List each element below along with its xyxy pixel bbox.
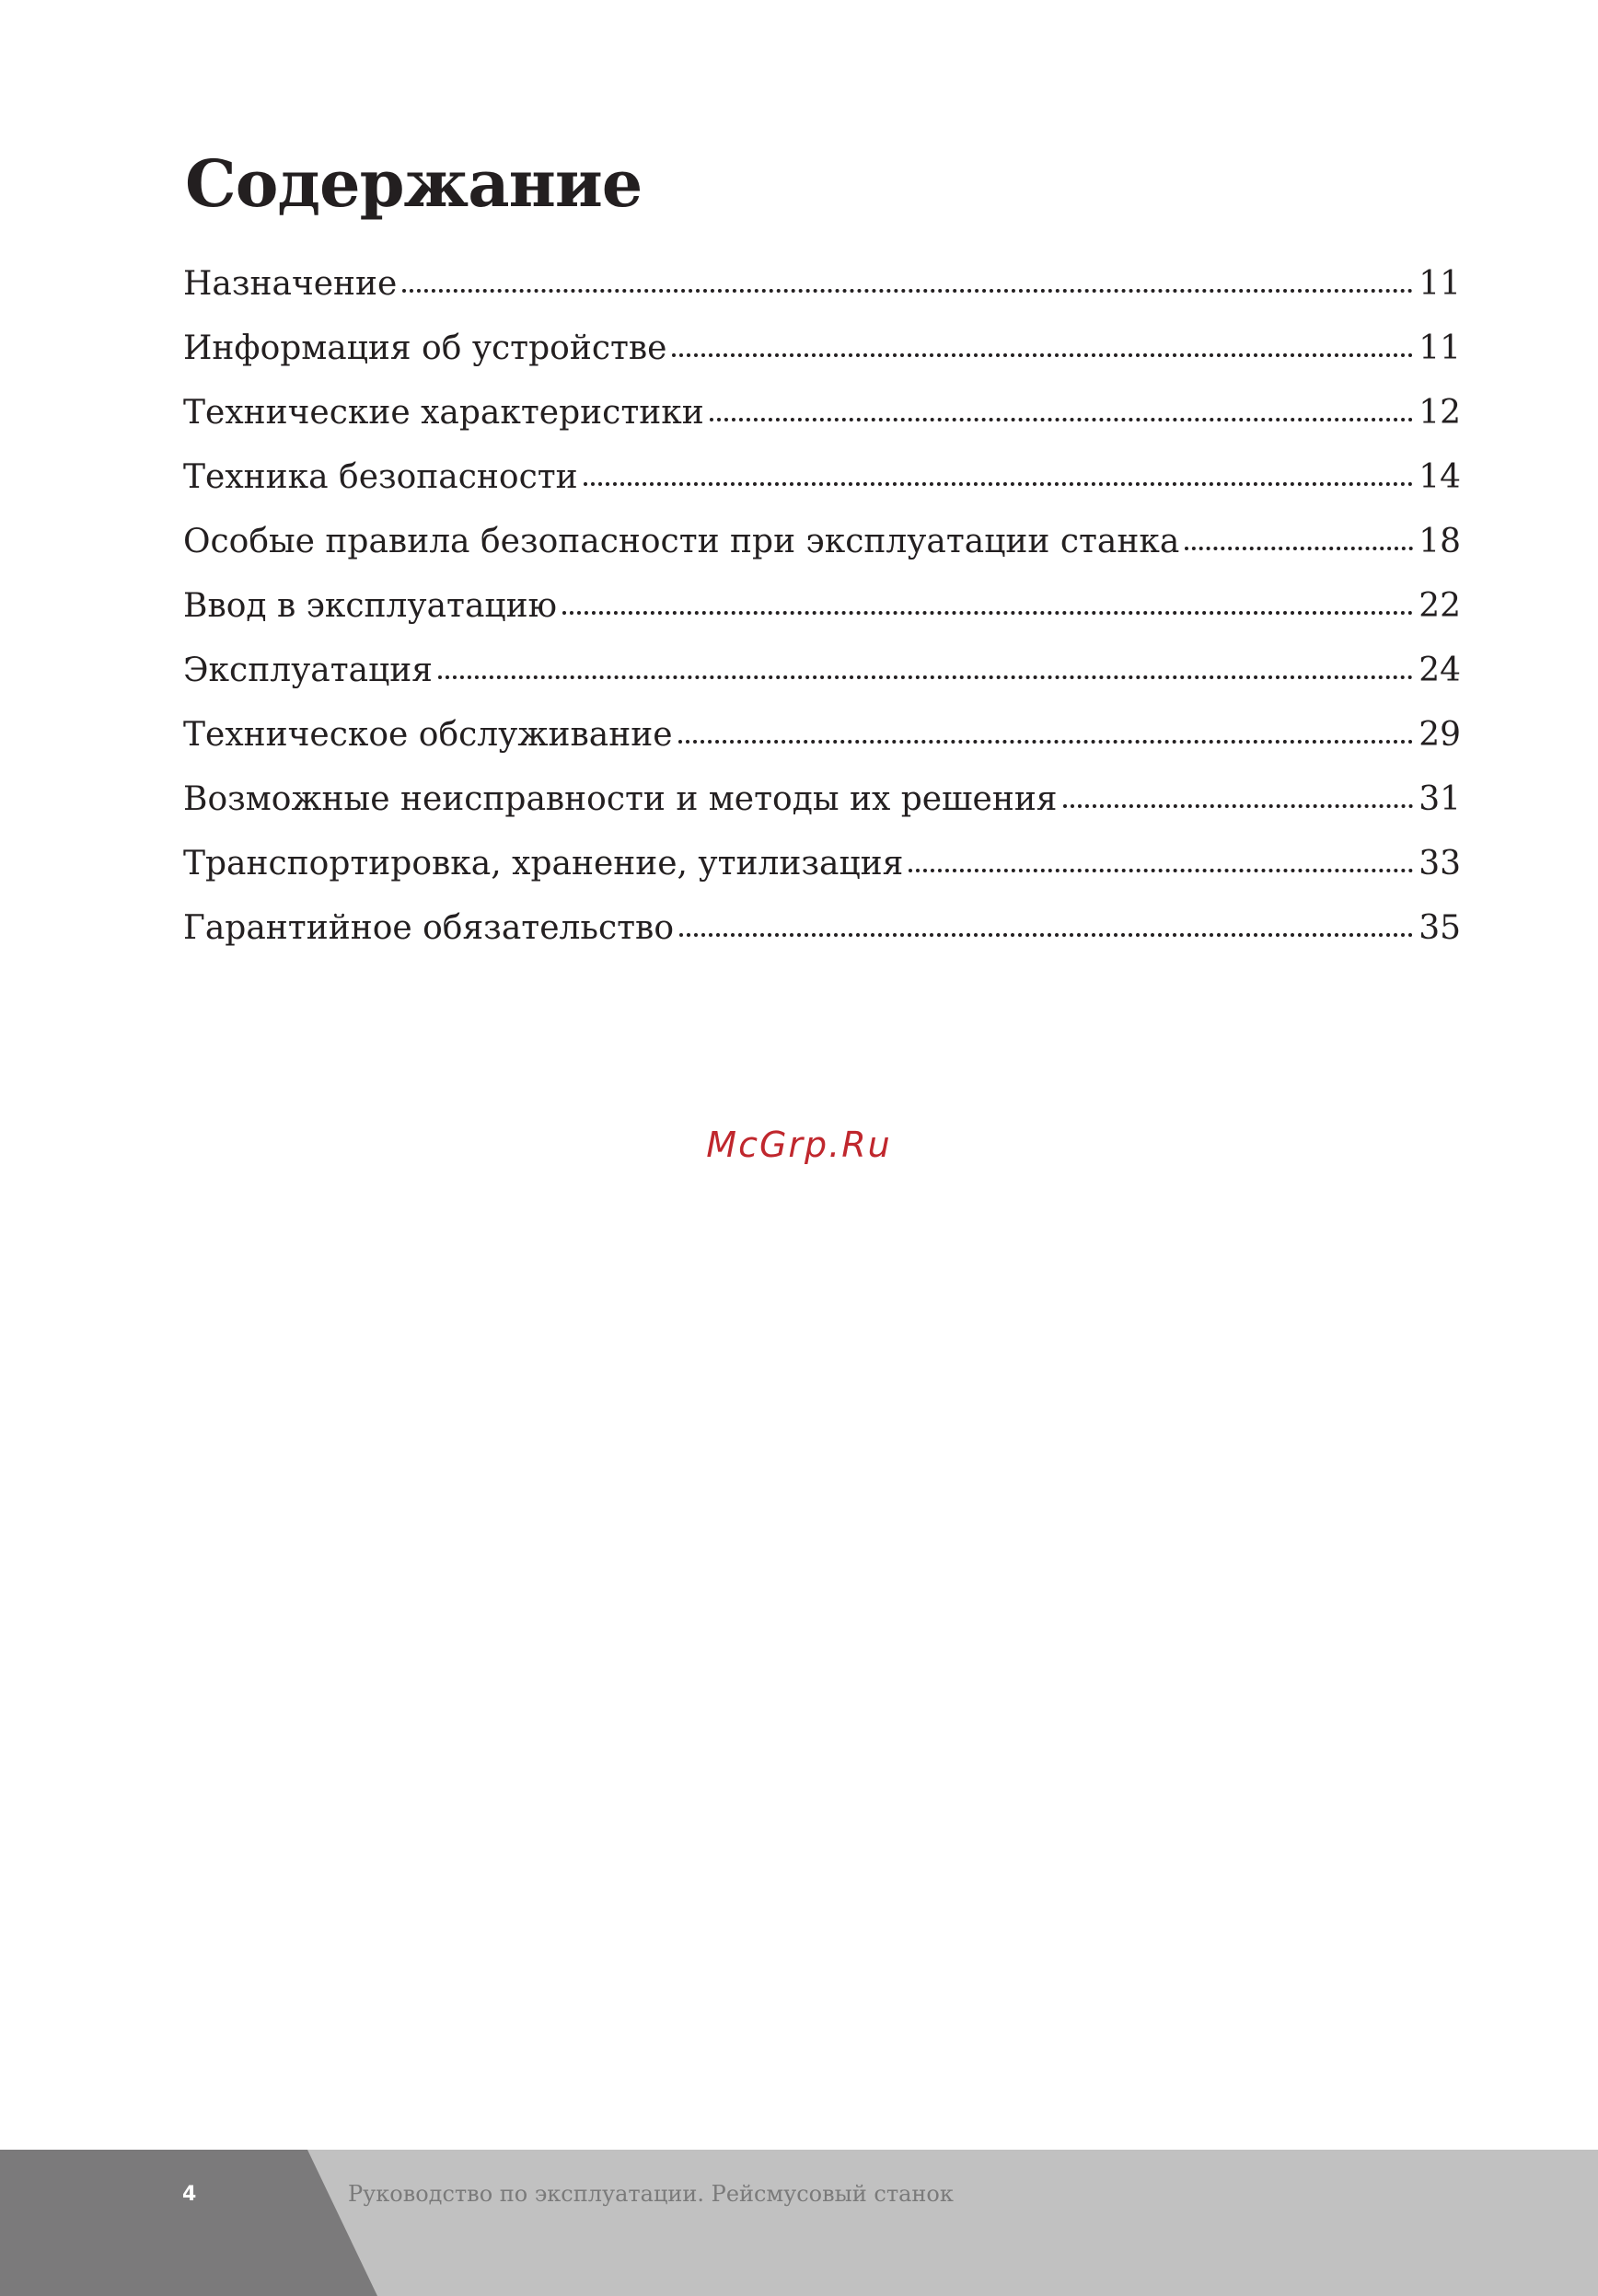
table-of-contents	[183, 260, 1461, 968]
toc-entry-label: Ввод в эксплуатацию	[183, 587, 557, 625]
toc-entry-special-safety-rules[interactable]	[183, 517, 1461, 582]
footer-dark-shape	[0, 2150, 377, 2296]
toc-entry-label: Информация об устройстве	[183, 329, 667, 367]
toc-entry-warranty[interactable]	[183, 904, 1461, 968]
toc-dot-leader	[1185, 547, 1413, 550]
toc-dot-leader	[438, 675, 1413, 679]
toc-entry-label: Эксплуатация	[183, 652, 433, 689]
toc-entry-page: 18	[1419, 523, 1461, 560]
footer-document-title: Руководство по эксплуатации. Рейсмусовый станок	[348, 2181, 954, 2207]
toc-entry-page: 12	[1419, 394, 1461, 432]
toc-entry-operation[interactable]	[183, 646, 1461, 710]
toc-entry-page: 33	[1419, 845, 1461, 883]
toc-entry-label: Техника безопасности	[183, 458, 578, 496]
toc-dot-leader	[679, 933, 1413, 937]
toc-entry-page: 24	[1419, 652, 1461, 689]
toc-entry-label: Технические характеристики	[183, 394, 704, 432]
toc-entry-label: Возможные неисправности и методы их решения	[183, 780, 1058, 818]
toc-entry-page: 29	[1419, 716, 1461, 754]
footer-page-number: 4	[182, 2183, 197, 2206]
page-footer	[0, 2150, 1598, 2296]
toc-entry-page: 31	[1419, 780, 1461, 818]
footer-dark-tab	[0, 2150, 377, 2296]
toc-dot-leader	[584, 482, 1414, 486]
toc-entry-safety[interactable]	[183, 453, 1461, 517]
toc-entry-page: 14	[1419, 458, 1461, 496]
toc-entry-page: 22	[1419, 587, 1461, 625]
toc-entry-purpose[interactable]	[183, 260, 1461, 324]
toc-entry-label: Назначение	[183, 265, 398, 303]
toc-entry-page: 35	[1419, 909, 1461, 947]
toc-entry-page: 11	[1419, 265, 1461, 303]
toc-entry-label: Гарантийное обязательство	[183, 909, 674, 947]
toc-entry-page: 11	[1419, 329, 1461, 367]
toc-entry-specifications[interactable]	[183, 388, 1461, 453]
toc-dot-leader	[402, 289, 1413, 293]
toc-dot-leader	[678, 740, 1414, 744]
page-title: Содержание	[185, 145, 643, 222]
toc-dot-leader	[562, 611, 1413, 615]
toc-entry-label: Техническое обслуживание	[183, 716, 673, 754]
toc-dot-leader	[909, 869, 1413, 872]
toc-dot-leader	[672, 353, 1413, 357]
toc-entry-maintenance[interactable]	[183, 710, 1461, 775]
toc-entry-label: Особые правила безопасности при эксплуатации станка	[183, 523, 1180, 560]
toc-dot-leader	[1063, 804, 1414, 808]
toc-entry-commissioning[interactable]	[183, 582, 1461, 646]
toc-entry-label: Транспортировка, хранение, утилизация	[183, 845, 904, 883]
watermark-link[interactable]: McGrp.Ru	[706, 1125, 892, 1165]
toc-entry-device-info[interactable]	[183, 324, 1461, 388]
toc-dot-leader	[710, 418, 1413, 421]
toc-entry-troubleshooting[interactable]	[183, 775, 1461, 839]
toc-entry-transport-storage[interactable]	[183, 839, 1461, 904]
